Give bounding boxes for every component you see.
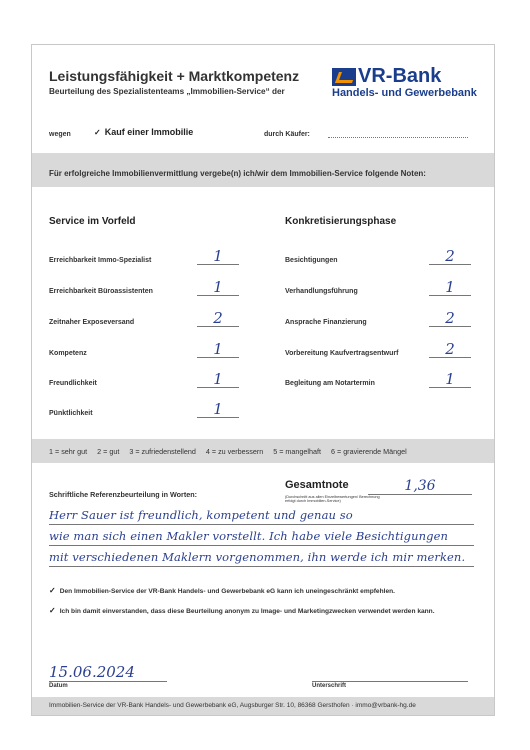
overall-value: 1,36 [368,478,472,495]
right-row-grade: 2 [429,341,471,358]
grade-scale [49,447,415,456]
rating-form [31,44,495,716]
left-row-label: Kompetenz [49,350,87,357]
signature-label: Unterschrift [312,683,347,689]
check-mark-icon: ✓ [94,128,101,137]
vr-logo-icon [332,68,356,86]
wegen-value [94,127,193,137]
statement-text: Ich bin damit einverstanden, dass diese Beurteilung anonym zu Image- und Marketingzwecken verwendet werden kann. [59,608,435,615]
statement-text: Den Immobilien-Service der VR-Bank Handels- und Gewerbebank eG kann ich uneingeschränkt empfehlen. [59,588,395,595]
bank-logo [332,65,441,88]
right-row-grade: 1 [429,371,471,388]
intro-text: Für erfolgreiche Immobilienvermittlung vergebe(n) ich/wir dem Immobilien-Service folgende Noten: [49,169,426,178]
left-row-grade: 2 [197,310,239,327]
left-row-label: Freundlichkeit [49,380,97,387]
wegen-label: wegen [49,131,71,138]
left-row-grade: 1 [197,279,239,296]
left-row-label: Erreichbarkeit Immo-Spezialist [49,257,152,264]
wegen-text: Kauf einer Immobilie [104,127,194,137]
right-row-label: Begleitung am Notartermin [285,380,375,387]
signature-field [312,663,468,682]
reference-line: wie man sich einen Makler vorstellt. Ich habe viele Besichtigungen [49,528,474,546]
statement-recommend [49,586,395,595]
left-row-label: Zeitnaher Exposeversand [49,319,135,326]
overall-note: (Durchschnitt aus allen Einzelbewertungen/ Berechnung erfolgt durch Immobilien-Service) [285,495,380,504]
scale-item: 5 = mangelhaft [273,447,321,456]
right-row-label: Ansprache Finanzierung [285,319,367,326]
logo-name: VR-Bank [358,65,442,87]
scale-item: 1 = sehr gut [49,447,88,456]
scale-item: 6 = gravierende Mängel [331,447,407,456]
check-mark-icon: ✓ [49,586,56,595]
logo-subtitle: Handels- und Gewerbebank [332,87,477,99]
left-row-label: Pünktlichkeit [49,410,93,417]
right-row-grade: 2 [429,310,471,327]
form-subtitle: Beurteilung des Spezialistenteams „Immobilien-Service“ der [49,87,285,96]
left-row-label: Erreichbarkeit Büroassistenten [49,288,153,295]
right-row-grade: 1 [429,279,471,296]
check-mark-icon: ✓ [49,606,56,615]
scale-item: 2 = gut [97,447,120,456]
scale-item: 4 = zu verbessern [205,447,264,456]
right-column-heading: Konkretisierungsphase [285,216,397,227]
reference-label: Schriftliche Referenzbeurteilung in Worten: [49,490,198,499]
statement-consent [49,606,435,615]
left-row-grade: 1 [197,371,239,388]
scale-item: 3 = zufriedenstellend [129,447,196,456]
form-title: Leistungsfähigkeit + Marktkompetenz [49,68,300,84]
right-row-label: Besichtigungen [285,257,338,264]
right-row-label: Vorbereitung Kaufvertragsentwurf [285,350,399,357]
left-row-grade: 1 [197,341,239,358]
footer-text: Immobilien-Service der VR-Bank Handels- und Gewerbebank eG, Augsburger Str. 10, 86368 Gersthofen · immo@vrbank-hg.de [49,702,416,709]
overall-label: Gesamtnote [285,479,349,491]
kaeufer-label: durch Käufer: [264,131,310,138]
left-row-grade: 1 [197,248,239,265]
reference-line: mit verschiedenen Maklern vorgenommen, ihn werde ich mir merken. [49,549,474,567]
right-row-grade: 2 [429,248,471,265]
right-row-label: Verhandlungsführung [285,288,358,295]
kaeufer-field [328,137,468,138]
date-value: 15.06.2024 [49,663,167,682]
left-row-grade: 1 [197,401,239,418]
reference-line: Herr Sauer ist freundlich, kompetent und genau so [49,507,474,525]
left-column-heading: Service im Vorfeld [49,216,136,227]
date-label: Datum [49,683,68,689]
